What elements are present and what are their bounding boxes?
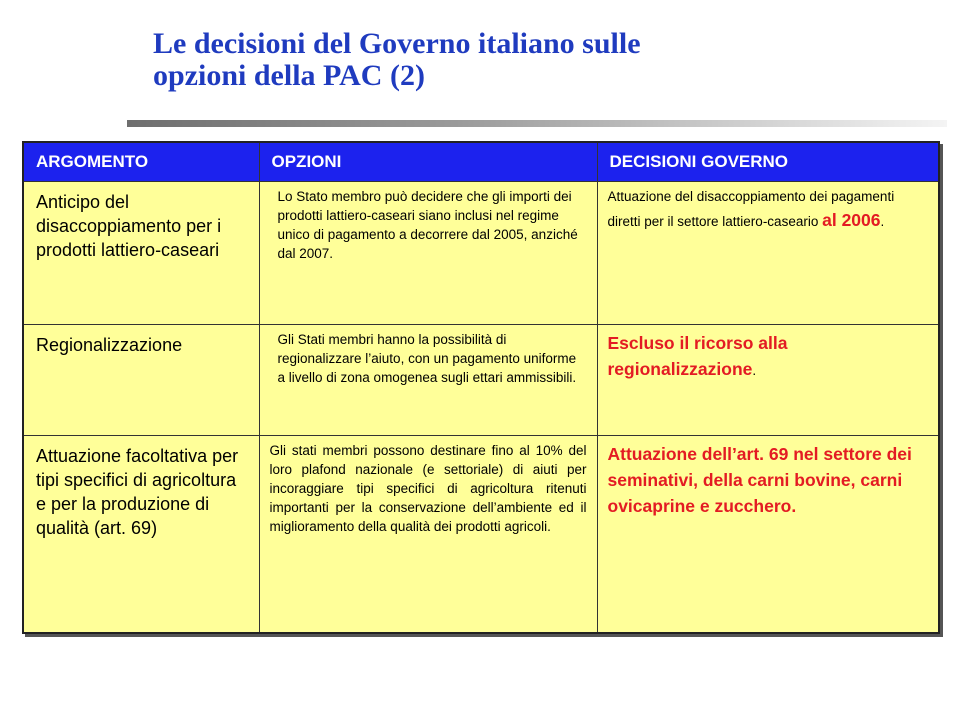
table-header-row [23,142,939,182]
header-decisioni-governo: DECISIONI GOVERNO [597,142,939,182]
cell-opzioni: Gli stati membri possono destinare fino al 10% del loro plafond nazionale (e settoriale) di aiuti per incoraggiare tipi specifici di agricoltura ritenuti importanti per la conservazione dell’ambiente ed il miglioramento della qualità dei prodotti agricoli. [259,436,597,634]
table-row [23,325,939,436]
title-line-1: Le decisioni del Governo italiano sulle [153,27,641,60]
title-line-2: opzioni della PAC (2) [153,59,425,92]
table-row [23,436,939,634]
cell-decisione [597,436,939,634]
header-argomento: ARGOMENTO [23,142,259,182]
cell-decisione [597,182,939,325]
decisione-end: . [880,214,885,229]
header-opzioni: OPZIONI [259,142,597,182]
page-title [153,28,913,92]
cell-argomento: Regionalizzazione [23,325,259,436]
cell-argomento: Anticipo del disaccoppiamento per i prodotti lattiero-caseari [23,182,259,325]
decisione-highlight: Attuazione dell’art. 69 nel settore dei seminativi, della carni bovine, carni ovicaprine e zucchero. [607,444,912,516]
decisione-text: Attuazione del disaccoppiamento dei pagamenti diretti per il settore lattiero-caseario [607,189,895,229]
table-row [23,182,939,325]
decisione-end: . [752,363,757,378]
title-divider [127,120,947,127]
cell-argomento: Attuazione facoltativa per tipi specifici di agricoltura e per la produzione di qualità (art. 69) [23,436,259,634]
cell-decisione [597,325,939,436]
decisions-table [22,141,940,634]
cell-opzioni: Lo Stato membro può decidere che gli importi dei prodotti lattiero-caseari siano inclusi nel regime unico di pagamento a decorrere dal 2005, anziché dal 2007. [259,182,597,325]
decisione-highlight: al 2006 [822,210,881,230]
decisione-highlight: Escluso il ricorso alla regionalizzazione [607,333,788,379]
cell-opzioni: Gli Stati membri hanno la possibilità di regionalizzare l’aiuto, con un pagamento uniforme a livello di zona omogenea sugli ettari ammissibili. [259,325,597,436]
